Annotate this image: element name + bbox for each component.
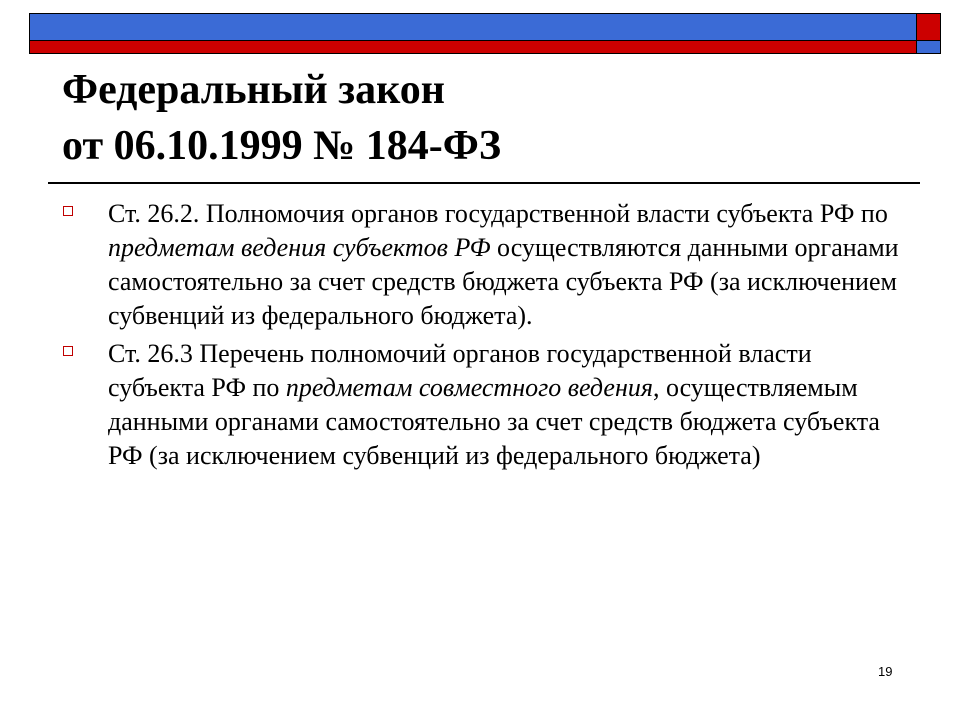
corner-square-blue (916, 40, 941, 54)
bullet-text-tail: , осуществляемым данными органами самостоятельно за счет средств бюджета субъекта РФ (за исключением субвенций из федерального бюджета) (108, 373, 880, 470)
bullet-text-lead: Ст. 26.3 Перечень полномочий органов государственной власти субъекта РФ по (108, 339, 812, 402)
hollow-square-icon (63, 346, 73, 356)
header-band-red (29, 40, 917, 54)
hollow-square-icon (63, 206, 73, 216)
bullet-text-lead: Ст. 26.2. Полномочия органов государственной власти субъекта РФ по (108, 199, 888, 228)
bullet-list (62, 197, 912, 477)
bullet-item-article-26-2 (62, 197, 912, 333)
bullet-item-article-26-3 (62, 337, 912, 473)
title-divider (48, 182, 920, 184)
bullet-text-emphasis: предметам ведения субъектов РФ (108, 233, 491, 262)
title-line-1: Федеральный закон (62, 67, 445, 113)
page-number: 19 (878, 664, 893, 679)
corner-square-red (916, 13, 941, 41)
bullet-text-tail: осуществляются данными органами самостоятельно за счет средств бюджета субъекта РФ (за исключением субвенций из федерального бюджета). (108, 233, 899, 330)
bullet-text-emphasis: предметам совместного ведения (285, 373, 653, 402)
title-line-2: от 06.10.1999 № 184-ФЗ (62, 123, 502, 169)
header-band-blue (29, 13, 917, 41)
slide-title (62, 62, 922, 174)
